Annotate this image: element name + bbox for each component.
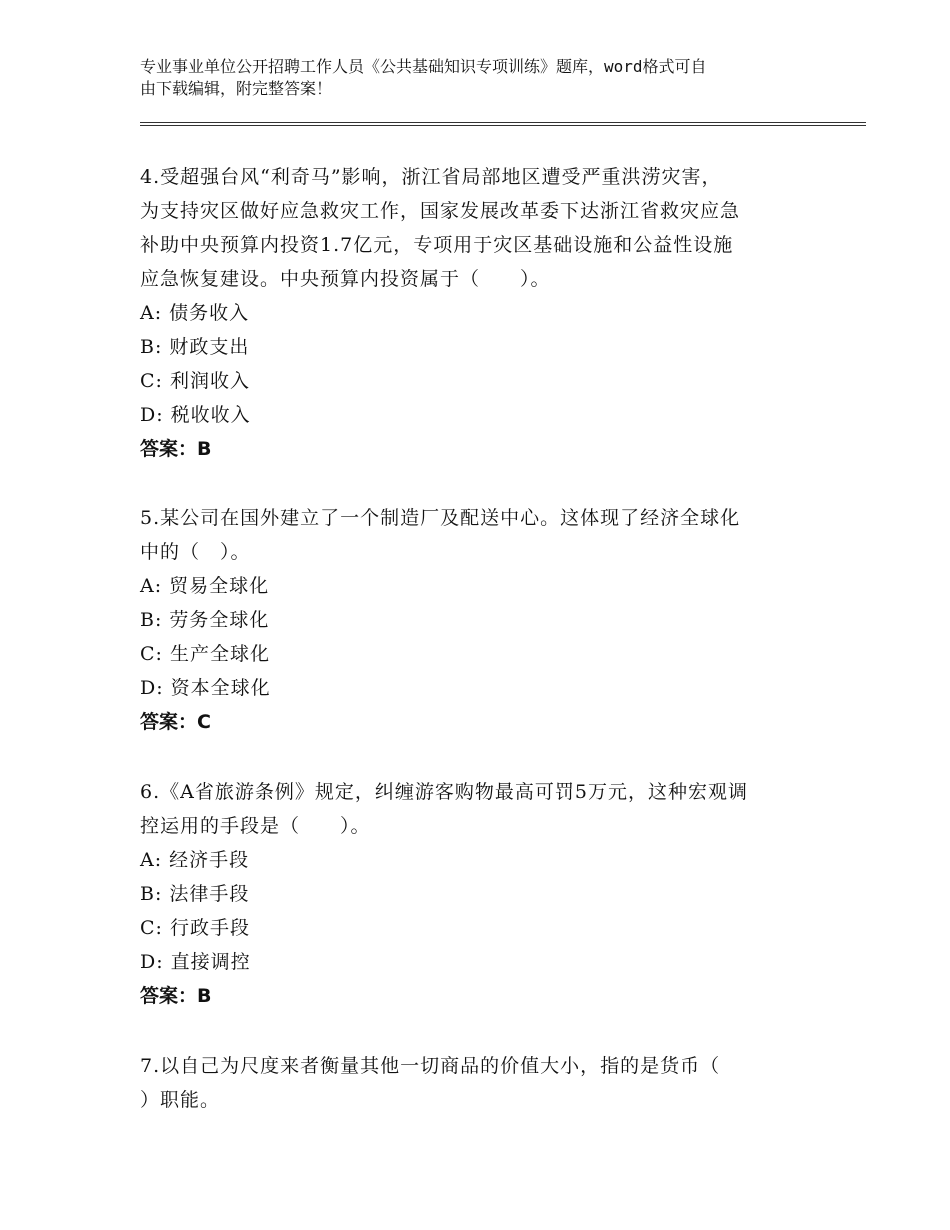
option-d: D: 税收收入 [140, 404, 251, 426]
answer-label: 答案：B [140, 438, 212, 460]
header-line-1: 专业事业单位公开招聘工作人员《公共基础知识专项训练》题库，word格式可自 [140, 57, 707, 76]
option-c: C: 利润收入 [140, 370, 250, 392]
answer-label: 答案：B [140, 985, 212, 1007]
question-5 [140, 501, 830, 739]
question-text-line: 4.受超强台风“利奇马”影响，浙江省局部地区遭受严重洪涝灾害， [140, 166, 722, 188]
question-text-line: 补助中央预算内投资1.7亿元，专项用于灾区基础设施和公益性设施 [140, 234, 734, 256]
question-text-line: 6.《A省旅游条例》规定，纠缠游客购物最高可罚5万元，这种宏观调 [140, 781, 748, 803]
question-4 [140, 160, 830, 466]
question-6 [140, 775, 830, 1013]
question-text-line: 为支持灾区做好应急救灾工作，国家发展改革委下达浙江省救灾应急 [140, 200, 741, 222]
option-a: A: 债务收入 [140, 302, 250, 324]
header-rule-top [140, 122, 866, 123]
question-7 [140, 1049, 830, 1117]
option-c: C: 行政手段 [140, 917, 250, 939]
option-a: A: 贸易全球化 [140, 575, 270, 597]
question-text-line: 控运用的手段是（ ）。 [140, 815, 371, 837]
document-header [140, 56, 820, 100]
option-d: D: 直接调控 [140, 951, 251, 973]
header-rule-bottom [140, 125, 866, 126]
question-text-line: 中的（ ）。 [140, 541, 251, 563]
option-b: B: 法律手段 [140, 883, 250, 905]
question-text-line: ）职能。 [140, 1089, 221, 1111]
option-a: A: 经济手段 [140, 849, 250, 871]
option-b: B: 劳务全球化 [140, 609, 270, 631]
question-text-line: 7.以自己为尺度来者衡量其他一切商品的价值大小，指的是货币（ [140, 1055, 721, 1077]
option-b: B: 财政支出 [140, 336, 250, 358]
question-text-line: 5.某公司在国外建立了一个制造厂及配送中心。这体现了经济全球化 [140, 507, 741, 529]
answer-label: 答案：C [140, 711, 211, 733]
option-c: C: 生产全球化 [140, 643, 270, 665]
question-text-line: 应急恢复建设。中央预算内投资属于（ ）。 [140, 268, 551, 290]
option-d: D: 资本全球化 [140, 677, 271, 699]
header-line-2: 由下载编辑，附完整答案！ [140, 79, 333, 98]
